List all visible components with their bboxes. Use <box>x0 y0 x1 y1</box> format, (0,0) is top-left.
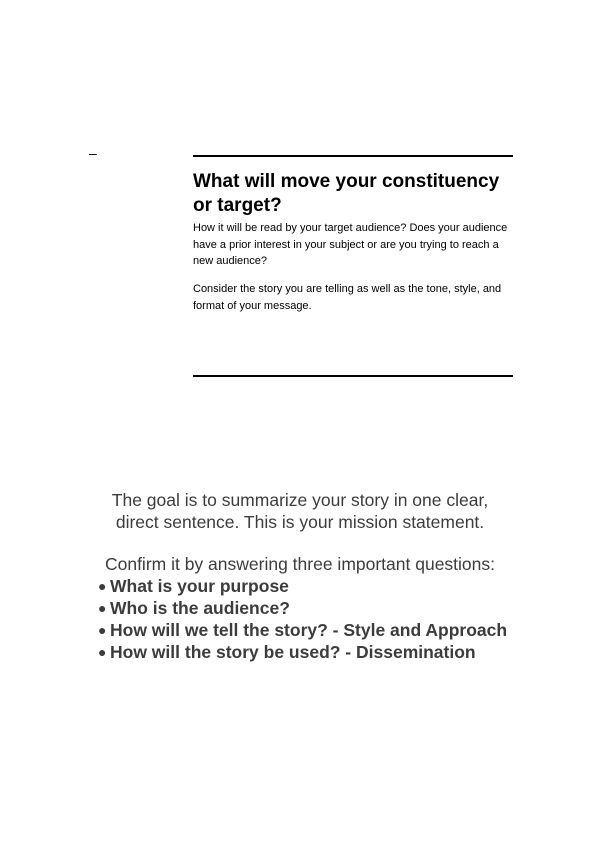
bullet-icon: ● <box>98 600 107 616</box>
question-text: What is your purpose <box>110 576 289 596</box>
questions-list <box>90 575 510 663</box>
list-item <box>98 597 510 619</box>
slide-paragraph-story: Consider the story you are telling as well as the tone, style, and format of your message. <box>193 283 502 312</box>
speaker-notes <box>90 489 510 663</box>
slide-title: What will move your constituency or target? <box>193 171 500 216</box>
question-text: How will the story be used? - Dissemination <box>110 642 476 662</box>
question-text: How will we tell the story? - Style and Approach <box>110 620 508 640</box>
list-item <box>98 619 510 641</box>
bullet-icon: ● <box>98 622 107 638</box>
slide-paragraph-audience: How it will be read by your target audience? Does your audience have a prior interest in your subject or are you trying to reach a new audience? <box>193 222 508 267</box>
bullet-icon: ● <box>98 644 107 660</box>
bullet-icon: ● <box>98 578 107 594</box>
notes-goal-text: The goal is to summarize your story in one clear, direct sentence. This is your mission statement. <box>111 490 489 532</box>
notes-confirm-text: Confirm it by answering three important questions: <box>104 554 496 574</box>
slide-dash-mark: – <box>89 145 97 161</box>
list-item <box>98 575 510 597</box>
slide-top-rule <box>193 155 513 157</box>
question-text: Who is the audience? <box>110 598 290 618</box>
slide-bottom-rule <box>193 375 513 377</box>
list-item <box>98 641 510 663</box>
